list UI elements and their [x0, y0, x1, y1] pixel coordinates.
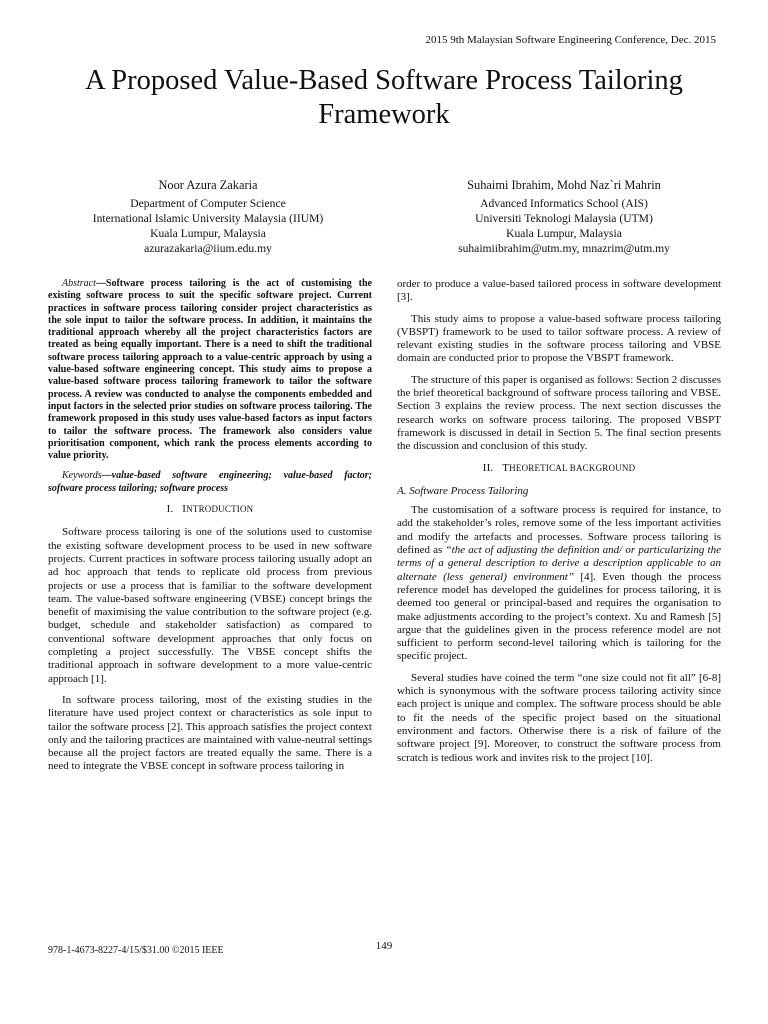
page-number: 149 — [375, 940, 393, 952]
intro-paragraph-2: In software process tailoring, most of the existing studies in the literature have used project context or characteristics as sole input to tailor the software process [2]. This approach satisfies the project context only and the tailoring practices are maintained with value-neutral settings because all the project factors are treated equally the same. There is a need to integrate the VBSE concept in software process tailoring in — [48, 693, 372, 773]
right-column — [397, 278, 721, 773]
keywords-lead: Keywords — [62, 470, 102, 482]
theory-paragraph-2: Several studies have coined the term “one size could not fit all” [6-8] which is synonymous with the software process tailoring activity since each project is unique and complex. The software process should be able to fit the needs of the specific project based on the situational environment and factors. Otherwise there is a risk of failure of the software project [9]. Moreover, to construct the software process from scratch is tedious work and invites risk to the project [10]. — [397, 671, 721, 764]
author-block-1 — [38, 178, 378, 256]
author-location: Kuala Lumpur, Malaysia — [150, 227, 266, 240]
right-paragraph-1: order to produce a value-based tailored process in software development [3]. — [397, 278, 721, 304]
conference-header: 2015 9th Malaysian Software Engineering Conference, Dec. 2015 — [425, 34, 716, 46]
author-location: Kuala Lumpur, Malaysia — [506, 227, 622, 240]
author-institution: Universiti Teknologi Malaysia (UTM) — [475, 212, 653, 225]
subsection-heading-a: A. Software Process Tailoring — [397, 484, 529, 497]
abstract-text: —Software process tailoring is the act of customising the existing software process to suit the specific software project. Current practices in software process tailoring consider project characteristics as the sole input to tailor the software process. In addition, it maintains the traditional approach whereby all the project characteristics factors are treated as being equally important. There is a need to shift the traditional software process tailoring approach to a value-centric approach by using a value-based software engineering concept. This study aims to propose a value-based software process tailoring framework to tailor the software process. A review was conducted to analyse the components embedded and input factors in the selected prior studies on software process tailoring. The framework proposed in this study uses value-based factors as input factors to tailor the software process. The framework also considers value prioritisation component, which rank the process elements according to value priority. — [48, 278, 372, 462]
left-column — [48, 278, 372, 782]
right-paragraph-2: This study aims to propose a value-based software process tailoring (VBSPT) framework to be used to tailor software process. A review of relevant existing studies in the software process tailoring and VBSE domain are conducted prior to propose the VBSPT framework. — [397, 312, 721, 365]
section-heading-introduction: I. INTRODUCTION — [166, 503, 254, 516]
abstract-lead: Abstract — [62, 278, 96, 289]
author-email: suhaimiibrahim@utm.my, mnazrim@utm.my — [458, 242, 670, 255]
abstract — [48, 278, 372, 462]
intro-paragraph-1: Software process tailoring is one of the solutions used to customise the existing software development process to be used in new software projects. Current practices in software process tailoring usually adopt an ad hoc approach that tends to replicate old process from previous projects or use a process that is familiar to the software development team. The value-based software engineering (VBSE) concept brings the benefit of maximising the value contribution to the software project (e.g. budget, schedule and stakeholder satisfaction) as compared to conventional software development approaches that only focus on completing a project successfully. The VBSE concept shifts the traditional approach in software development to a more value-centric approach [1]. — [48, 526, 372, 685]
right-paragraph-3: The structure of this paper is organised as follows: Section 2 discusses the brief theoretical background of software process tailoring and VBSE. Section 3 explains the review process. The next section discusses the research works on software process tailoring. The proposed VBSPT framework is discussed in detail in Section 5. The final section presents the discussion and conclusion of this study. — [397, 373, 721, 453]
keywords-text: —value-based software engineering; value-based factor; software process tailoring; software process — [48, 470, 372, 494]
copyright-footer: 978-1-4673-8227-4/15/$31.00 ©2015 IEEE — [48, 945, 224, 956]
author-name: Noor Azura Zakaria — [158, 178, 258, 192]
author-name: Suhaimi Ibrahim, Mohd Naz`ri Mahrin — [467, 178, 661, 192]
section-heading-theoretical-background: II. THEORETICAL BACKGROUND — [482, 461, 636, 474]
author-email: azurazakaria@iium.edu.my — [144, 242, 272, 255]
definition-quote: “the act of adjusting the definition and/ or particularizing the terms of a general description to derive a description applicable to an alternate (less general) environment” — [397, 544, 721, 583]
keywords — [48, 470, 372, 495]
theory-paragraph-1: The customisation of a software process is required for instance, to add the stakeholder’s roles, remove some of the less important activities and modify the artefacts and processes. Software process tailoring is defined as “the act of adjusting the definition and/ or particularizing the terms of a general description to derive a description applicable to an alternate (less general) environment” [4]. Even though the process reference model has developed the guidelines for process tailoring, it is deemed too general or principal-based and requires the organisation to make adjustments according to the project’s context. Xu and Ramesh [5] argue that the guidelines given in the process reference model are not sufficient to perform second-level tailoring which is tailoring for the specific project. — [397, 504, 721, 663]
author-department: Department of Computer Science — [130, 197, 286, 210]
author-block-2 — [394, 178, 734, 256]
paper-title: A Proposed Value-Based Software Process Tailoring Framework — [85, 65, 683, 130]
author-institution: International Islamic University Malaysia (IIUM) — [92, 212, 324, 225]
author-department: Advanced Informatics School (AIS) — [480, 197, 648, 210]
